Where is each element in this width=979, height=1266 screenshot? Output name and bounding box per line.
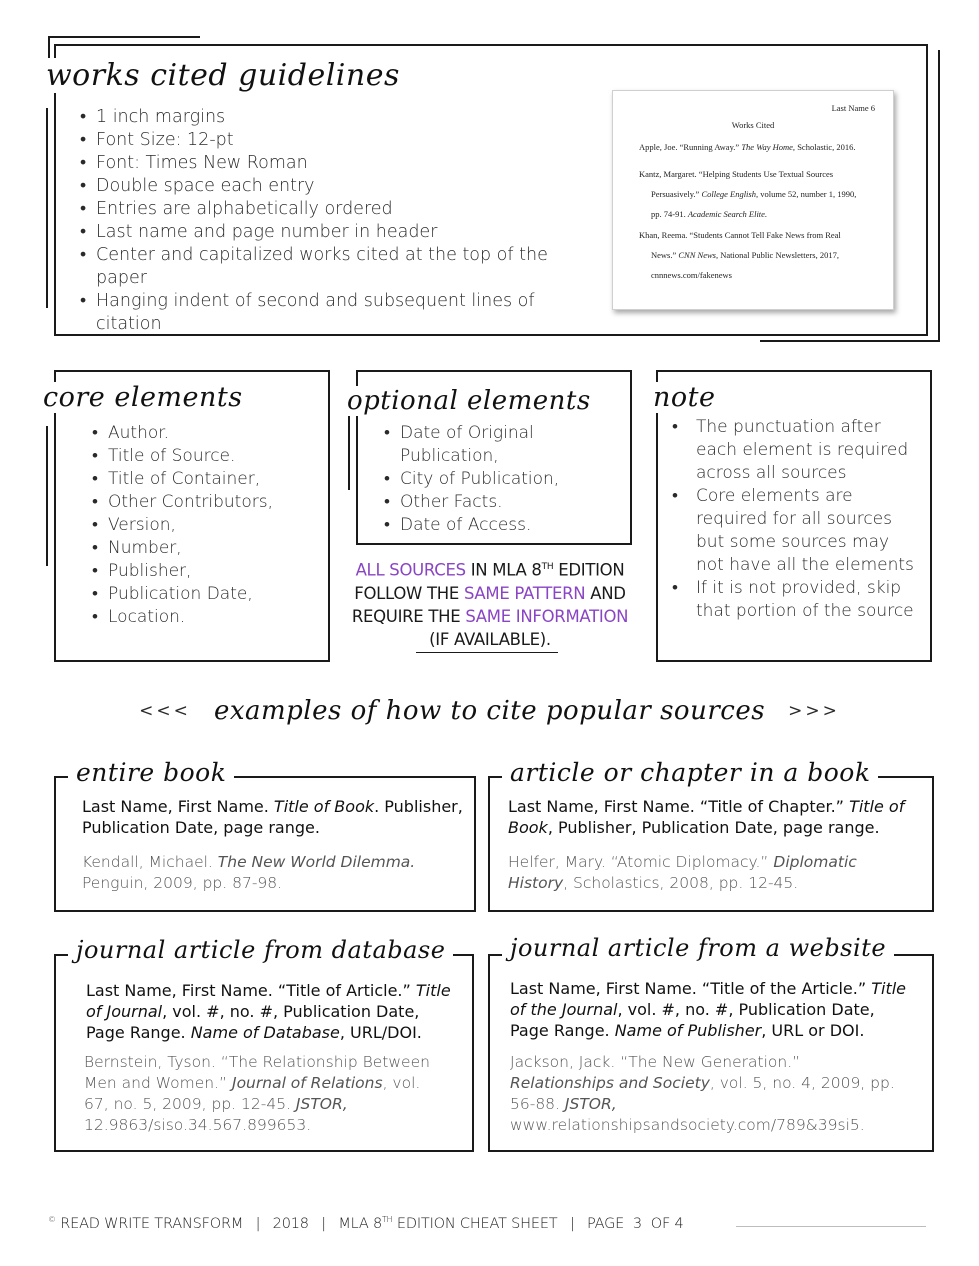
examples-heading <box>0 696 979 736</box>
guideline-item: • Center and capitalized works cited at the top of the paper <box>80 244 600 290</box>
core-item: • Version, <box>92 514 312 537</box>
footer-year: 2018 <box>272 1215 309 1232</box>
book-section <box>0 750 490 920</box>
guideline-item: • Font: Times New Roman <box>80 152 600 175</box>
optional-section <box>340 360 640 670</box>
website-example: Jackson, Jack. “The New Generation.” Relationships and Society, vol. 5, no. 4, 2009, pp. 56-88. JSTOR, www.relationshipsandsociety.com/789&39si5. <box>510 1053 895 1134</box>
chapter-example: Helfer, Mary. “Atomic Diplomacy.” Diplomatic History, Scholastics, 2008, pp. 12-45. <box>508 853 857 892</box>
note-section <box>640 360 940 670</box>
pattern-statement: ALL SOURCES IN MLA 8TH EDITION FOLLOW THE SAME PATTERN AND REQUIRE THE SAME INFORMATION (IF AVAILABLE). <box>351 560 629 649</box>
optional-item: • City of Publication, <box>384 468 584 491</box>
guidelines-list <box>80 106 600 336</box>
note-item: • The punctuation after each element is required across all sources <box>672 416 922 485</box>
examples-title: examples of how to cite popular sources <box>213 696 766 726</box>
guidelines-deco-line <box>48 36 200 38</box>
guidelines-deco-line <box>760 340 940 342</box>
sample-entry: Khan, Reema. “Students Cannot Tell Fake News from Real News.” CNN News, National Public Newsletters, 2017, cnnnews.com/fakenews <box>639 230 841 280</box>
chapter-format: Last Name, First Name. “Title of Chapter.” Title of Book, Publisher, Publication Date, page range. <box>508 797 905 837</box>
note-title: note <box>648 382 720 413</box>
heading-right-arrows: >>> <box>788 701 840 721</box>
book-title: entire book <box>68 758 234 787</box>
footer-rule <box>736 1226 926 1227</box>
heading-left-arrows: <<< <box>139 701 191 721</box>
guideline-item: • Hanging indent of second and subsequent lines of citation <box>80 290 600 336</box>
core-item: • Author. <box>92 422 312 445</box>
footer: © READ WRITE TRANSFORM | 2018 | MLA 8TH EDITION CHEAT SHEET | PAGE 3 OF 4 <box>48 1215 684 1232</box>
guidelines-deco-line <box>46 108 48 308</box>
website-title: journal article from a website <box>502 934 894 962</box>
note-list <box>672 416 922 623</box>
optional-title: optional elements <box>342 386 596 416</box>
guideline-item: • Double space each entry <box>80 175 600 198</box>
pattern-underline <box>416 652 558 653</box>
core-item: • Other Contributors, <box>92 491 312 514</box>
core-item: • Title of Container, <box>92 468 312 491</box>
sample-header: Last Name 6 <box>831 103 875 113</box>
note-item: • If it is not provided, skip that portion of the source <box>672 577 922 623</box>
guideline-item: • Font Size: 12-pt <box>80 129 600 152</box>
sample-works-cited-page <box>612 90 894 310</box>
sample-entry: Apple, Joe. “Running Away.” The Way Home, Scholastic, 2016. <box>639 142 856 152</box>
website-section <box>480 928 960 1158</box>
guideline-item: • Last name and page number in header <box>80 221 600 244</box>
core-item: • Publication Date, <box>92 583 312 606</box>
book-format: Last Name, First Name. Title of Book. Publisher, Publication Date, page range. <box>82 797 463 837</box>
chapter-section <box>480 750 960 920</box>
footer-page: PAGE 3 OF 4 <box>587 1215 684 1232</box>
database-example: Bernstein, Tyson. “The Relationship Between Men and Women.” Journal of Relations, vol. 67, no. 5, 2009, pp. 12-45. JSTOR, 12.9863/siso.34.567.899653. <box>84 1053 430 1134</box>
chapter-title: article or chapter in a book <box>502 758 878 787</box>
sample-entry: Kantz, Margaret. “Helping Students Use Textual Sources Persuasively.” College English, volume 52, number 1, 1990, pp. 74-91. Academic Search Elite. <box>639 169 857 219</box>
database-title: journal article from database <box>68 936 453 964</box>
guideline-item: • Entries are alphabetically ordered <box>80 198 600 221</box>
footer-brand: READ WRITE TRANSFORM <box>60 1215 244 1232</box>
book-example: Kendall, Michael. The New World Dilemma. Penguin, 2009, pp. 87-98. <box>82 853 416 892</box>
guideline-item: • 1 inch margins <box>80 106 600 129</box>
sample-title: Works Cited <box>731 120 775 130</box>
optional-item: • Other Facts. <box>384 491 584 514</box>
guidelines-title: works cited guidelines <box>40 58 406 93</box>
core-item: • Location. <box>92 606 312 629</box>
database-format: Last Name, First Name. “Title of Article.” Title of Journal, vol. #, no. #, Publication Date, Page Range. Name of Database, URL/DOI. <box>86 981 451 1042</box>
database-section <box>0 928 490 1158</box>
optional-item: • Date of Access. <box>384 514 584 537</box>
optional-list <box>384 422 584 537</box>
core-section <box>0 360 340 670</box>
optional-deco-line <box>348 410 350 490</box>
core-item: • Publisher, <box>92 560 312 583</box>
core-deco-line <box>46 426 48 566</box>
optional-item: • Date of Original Publication, <box>384 422 584 468</box>
guidelines-deco-line <box>938 50 940 342</box>
website-format: Last Name, First Name. “Title of the Article.” Title of the Journal, vol. #, no. #, Publication Date, Page Range. Name of Publisher, URL or DOI. <box>510 979 907 1040</box>
copyright-symbol: © <box>48 1215 56 1224</box>
core-item: • Number, <box>92 537 312 560</box>
footer-doc-title: MLA 8TH EDITION CHEAT SHEET <box>338 1215 558 1232</box>
core-list <box>92 422 312 629</box>
core-title: core elements <box>38 382 248 413</box>
note-item: • Core elements are required for all sources but some sources may not have all the elements <box>672 485 922 577</box>
core-item: • Title of Source. <box>92 445 312 468</box>
guidelines-section <box>0 0 979 350</box>
